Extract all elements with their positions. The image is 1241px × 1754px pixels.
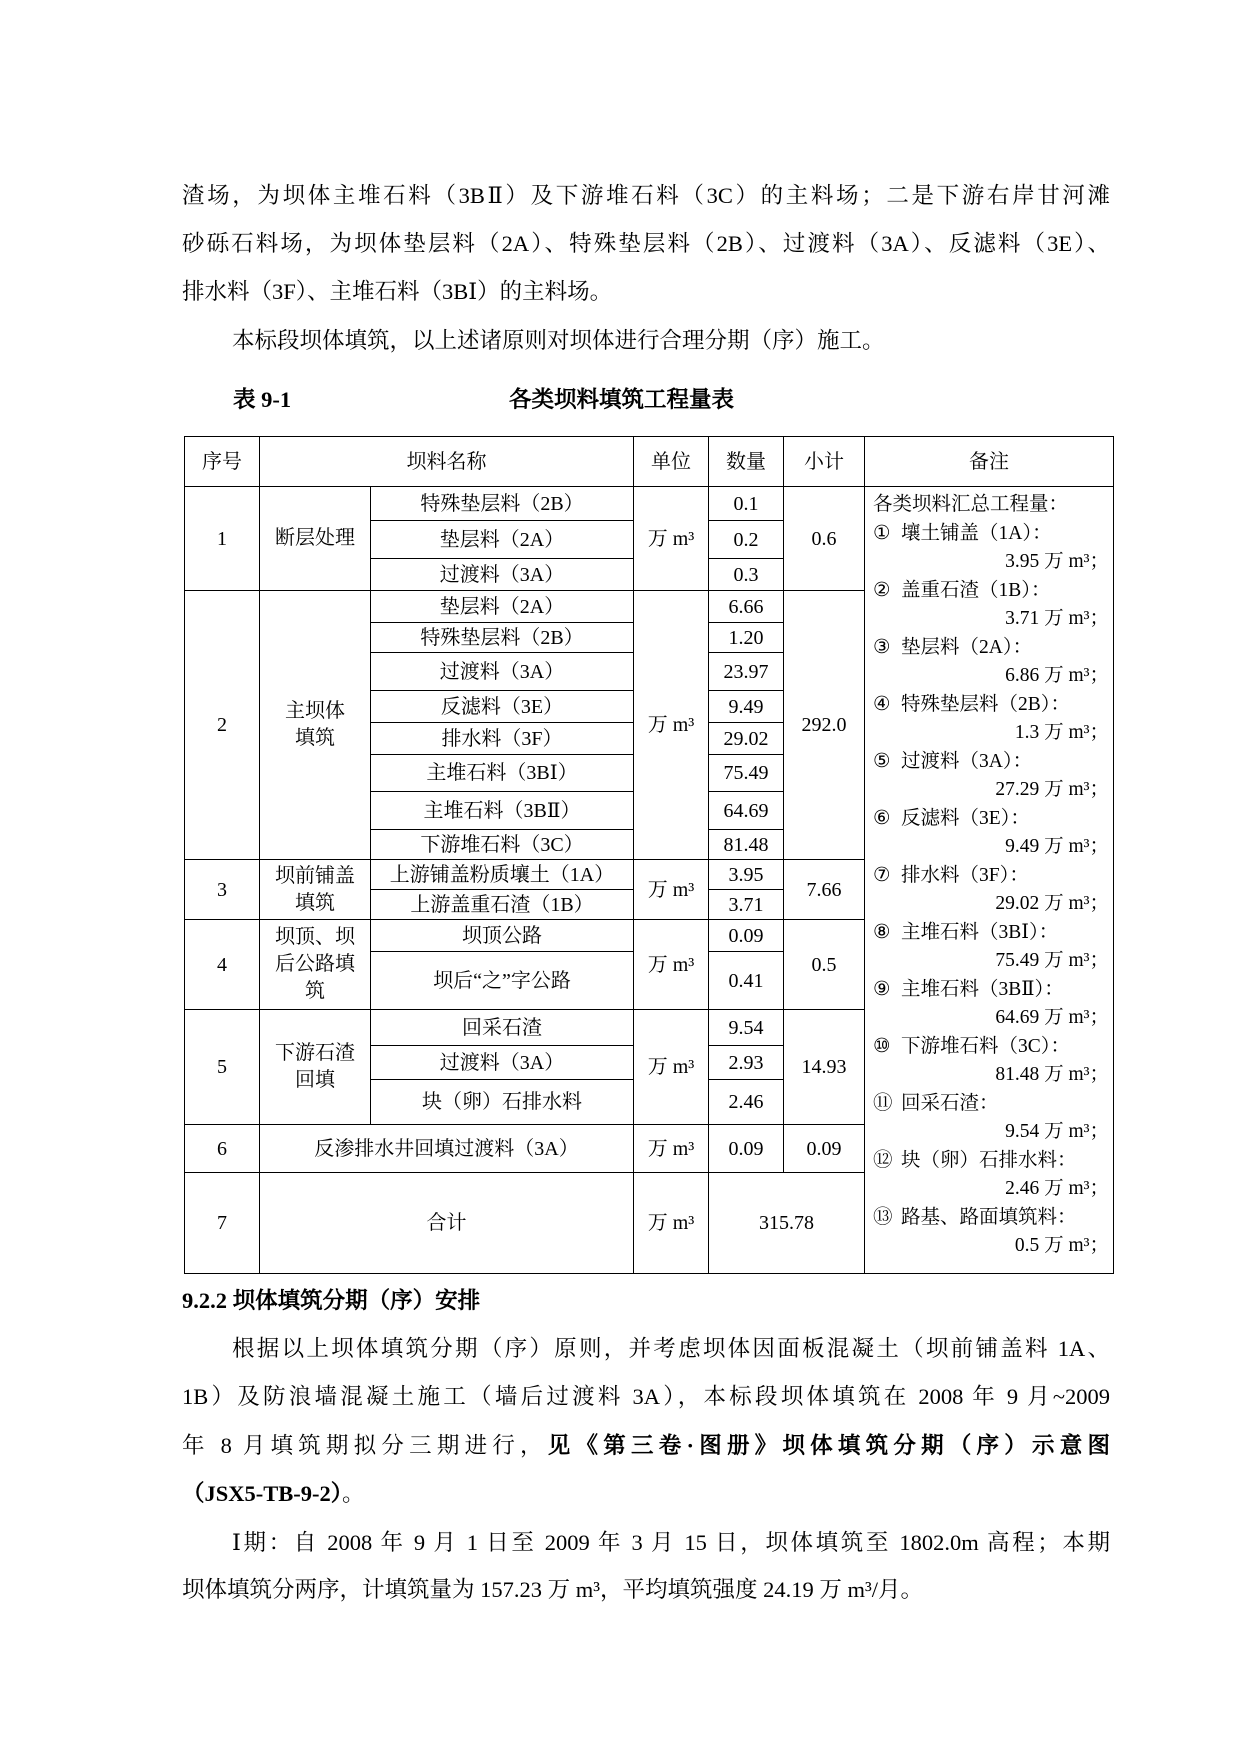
remark-label-text: 主堆石料（3BⅠ）： (901, 921, 1059, 943)
remark-label (873, 748, 1109, 777)
item-name: 下游堆石料（3C） (371, 830, 634, 860)
remark-amount: 9.54 万 m³； (1005, 1121, 1109, 1142)
header-name: 坝料名称 (260, 437, 634, 487)
category-line: 填筑 (295, 727, 335, 749)
group-unit: 万 m³ (634, 1010, 709, 1125)
intro-line-3: 排水料（3F）、主堆石料（3BⅠ）的主料场。 (182, 279, 613, 304)
item-quantity: 3.95 (709, 860, 784, 890)
schedule-para1-line-3 (182, 1422, 1110, 1470)
remark-label (873, 1204, 1109, 1233)
table-label: 表 9-1 (233, 387, 292, 412)
header-remarks: 备注 (865, 437, 1114, 487)
item-name: 过渡料（3A） (371, 653, 634, 691)
group-seq: 2 (185, 591, 260, 860)
category-line: 坝顶、坝 (275, 926, 355, 948)
remark-amount: 6.86 万 m³； (1005, 665, 1109, 686)
category-line: 回填 (295, 1069, 335, 1091)
remark-label (873, 976, 1109, 1005)
category-line: 下游石渣 (275, 1042, 355, 1064)
item-name: 特殊垫层料（2B） (371, 623, 634, 653)
remark-amount: 29.02 万 m³； (995, 893, 1109, 914)
group-unit: 万 m³ (634, 920, 709, 1010)
remark-marker: ⑧ (873, 921, 891, 943)
total-value: 315.78 (709, 1173, 865, 1274)
remark-label (873, 520, 1109, 549)
item-quantity: 3.71 (709, 890, 784, 920)
item-quantity: 0.1 (709, 487, 784, 521)
group-unit: 万 m³ (634, 487, 709, 591)
schedule-para1-line-4 (182, 1470, 1110, 1518)
group-subtotal: 14.93 (784, 1010, 865, 1125)
remark-label (873, 862, 1109, 891)
group-category (260, 920, 371, 1010)
group-subtotal: 0.09 (784, 1125, 865, 1173)
remark-marker: ④ (873, 693, 891, 715)
group-category (260, 860, 371, 920)
remark-label (873, 805, 1109, 834)
remark-amount: 3.71 万 m³； (1005, 608, 1109, 629)
category-line: 筑 (305, 980, 325, 1002)
item-name: 过渡料（3A） (371, 1046, 634, 1080)
item-quantity: 2.93 (709, 1046, 784, 1080)
item-quantity: 0.09 (709, 920, 784, 952)
category-line: 填筑 (295, 891, 335, 914)
category-line: 后公路填 (275, 953, 355, 975)
group-unit: 万 m³ (634, 1173, 709, 1274)
remark-marker: ⑬ (873, 1206, 893, 1228)
item-quantity: 0.09 (709, 1125, 784, 1173)
group-subtotal: 0.5 (784, 920, 865, 1010)
group-subtotal: 292.0 (784, 591, 865, 860)
item-quantity: 9.54 (709, 1010, 784, 1046)
item-quantity: 81.48 (709, 830, 784, 860)
intro-summary-line: 本标段坝体填筑，以上述诸原则对坝体进行合理分期（序）施工。 (232, 328, 885, 353)
item-name: 坝顶公路 (371, 920, 634, 952)
item-quantity: 1.20 (709, 623, 784, 653)
group-unit: 万 m³ (634, 1125, 709, 1173)
remarks-cell (865, 487, 1114, 1274)
item-name: 特殊垫层料（2B） (371, 487, 634, 521)
remark-amount: 3.95 万 m³； (1005, 551, 1109, 572)
remark-label-text: 过渡料（3A）： (901, 750, 1033, 772)
header-unit: 单位 (634, 437, 709, 487)
group-seq: 5 (185, 1010, 260, 1125)
remarks-heading: 各类坝料汇总工程量： (873, 494, 1069, 515)
remark-marker: ⑥ (873, 807, 891, 829)
schedule-para2-line-2: 坝体填筑分两序，计填筑量为 157.23 万 m³，平均填筑强度 24.19 万 m³/月。 (182, 1577, 923, 1602)
remark-amount: 75.49 万 m³； (995, 950, 1109, 971)
quantity-table (184, 436, 1114, 1274)
item-quantity: 9.49 (709, 691, 784, 723)
remark-label-text: 下游堆石料（3C）： (901, 1035, 1071, 1057)
remark-amount: 81.48 万 m³； (995, 1064, 1109, 1085)
item-name: 回采石渣 (371, 1010, 634, 1046)
header-quantity: 数量 (709, 437, 784, 487)
remark-amount: 2.46 万 m³； (1005, 1178, 1109, 1199)
schedule-para1-line-1: 根据以上坝体填筑分期（序）原则，并考虑坝体因面板混凝土（坝前铺盖料 1A、 (232, 1336, 1110, 1361)
schedule-para2-line-1: Ⅰ期：自 2008 年 9 月 1 日至 2009 年 3 月 15 日，坝体填筑至 1802.0m 高程；本期 (232, 1530, 1110, 1555)
remark-label-text: 主堆石料（3BⅡ）： (901, 978, 1064, 1000)
remark-marker: ⑤ (873, 750, 891, 772)
remark-marker: ⑩ (873, 1035, 891, 1057)
remark-label-text: 盖重石渣（1B）： (901, 579, 1051, 601)
item-name: 块（卵）石排水料 (371, 1080, 634, 1125)
remark-amount: 27.29 万 m³； (995, 779, 1109, 800)
remark-amount: 9.49 万 m³； (1005, 836, 1109, 857)
item-name: 反渗排水井回填过渡料（3A） (260, 1125, 634, 1173)
group-seq: 6 (185, 1125, 260, 1173)
group-subtotal: 7.66 (784, 860, 865, 920)
line4-plain-text: 。 (342, 1481, 365, 1506)
item-name: 坝后“之”字公路 (371, 952, 634, 1010)
item-quantity: 0.2 (709, 521, 784, 559)
item-quantity: 6.66 (709, 591, 784, 623)
item-quantity: 2.46 (709, 1080, 784, 1125)
remark-amount: 1.3 万 m³； (1014, 722, 1109, 743)
remark-label (873, 577, 1109, 606)
group-unit: 万 m³ (634, 591, 709, 860)
item-name: 反滤料（3E） (371, 691, 634, 723)
remark-label (873, 691, 1109, 720)
group-category (260, 487, 371, 591)
item-quantity: 0.3 (709, 559, 784, 591)
remark-label-text: 块（卵）石排水料： (901, 1149, 1077, 1171)
item-quantity: 64.69 (709, 792, 784, 830)
remark-label (873, 919, 1109, 948)
item-quantity: 29.02 (709, 723, 784, 755)
table-row (185, 487, 1114, 521)
remark-marker: ⑫ (873, 1149, 893, 1171)
remark-label (873, 1147, 1109, 1176)
group-seq: 4 (185, 920, 260, 1010)
line3-plain-text: 年 8 月填筑期拟分三期进行， (182, 1433, 548, 1458)
item-name: 过渡料（3A） (371, 559, 634, 591)
item-quantity: 0.41 (709, 952, 784, 1010)
intro-line-1: 渣场，为坝体主堆石料（3BⅡ）及下游堆石料（3C）的主料场；二是下游右岸甘河滩 (182, 183, 1110, 208)
schedule-para1-line-2: 1B）及防浪墙混凝土施工（墙后过渡料 3A），本标段坝体填筑在 2008 年 9 月~2009 (182, 1384, 1110, 1409)
group-subtotal: 0.6 (784, 487, 865, 591)
group-category (260, 1010, 371, 1125)
remark-label (873, 1033, 1109, 1062)
remark-label-text: 反滤料（3E）： (901, 807, 1030, 829)
category-line: 主坝体 (285, 700, 345, 722)
remark-label (873, 634, 1109, 663)
group-seq: 3 (185, 860, 260, 920)
item-name: 排水料（3F） (371, 723, 634, 755)
remark-amount: 64.69 万 m³； (995, 1007, 1109, 1028)
item-name: 垫层料（2A） (371, 591, 634, 623)
group-unit: 万 m³ (634, 860, 709, 920)
item-name: 上游铺盖粉质壤土（1A） (371, 860, 634, 890)
remark-marker: ③ (873, 636, 891, 658)
remark-label-text: 回采石渣： (901, 1092, 999, 1114)
category-line: 断层处理 (275, 527, 355, 549)
section-heading: 9.2.2 坝体填筑分期（序）安排 (182, 1288, 481, 1313)
group-seq: 7 (185, 1173, 260, 1274)
remark-label (873, 1090, 1109, 1119)
remark-label-text: 垫层料（2A）： (901, 636, 1033, 658)
group-category (260, 591, 371, 860)
intro-line-2: 砂砾石料场，为坝体垫层料（2A）、特殊垫层料（2B）、过渡料（3A）、反滤料（3E）、 (182, 231, 1110, 256)
item-name: 主堆石料（3BⅡ） (371, 792, 634, 830)
drawing-reference: 见《第三卷·图册》坝体填筑分期（序）示意图 (547, 1433, 1110, 1458)
item-name: 上游盖重石渣（1B） (371, 890, 634, 920)
header-subtotal: 小计 (784, 437, 865, 487)
remark-marker: ⑨ (873, 978, 891, 1000)
remark-marker: ⑦ (873, 864, 891, 886)
category-line: 坝前铺盖 (275, 864, 355, 887)
remark-label-text: 特殊垫层料（2B）： (901, 693, 1071, 715)
header-seq: 序号 (185, 437, 260, 487)
item-quantity: 23.97 (709, 653, 784, 691)
item-name: 主堆石料（3BⅠ） (371, 755, 634, 792)
remark-label-text: 路基、路面填筑料： (901, 1206, 1077, 1228)
item-name: 垫层料（2A） (371, 521, 634, 559)
table-header-row (185, 437, 1114, 487)
remark-label-text: 壤土铺盖（1A）： (901, 522, 1052, 544)
remark-marker: ⑪ (873, 1092, 893, 1114)
group-seq: 1 (185, 487, 260, 591)
drawing-code: （JSX5-TB-9-2） (182, 1481, 343, 1506)
remark-label-text: 排水料（3F）： (901, 864, 1029, 886)
item-quantity: 75.49 (709, 755, 784, 792)
remark-marker: ② (873, 579, 891, 601)
remark-amount: 0.5 万 m³； (1014, 1235, 1109, 1256)
total-label: 合计 (260, 1173, 634, 1274)
table-title: 各类坝料填筑工程量表 (509, 387, 735, 412)
remark-marker: ① (873, 522, 891, 544)
